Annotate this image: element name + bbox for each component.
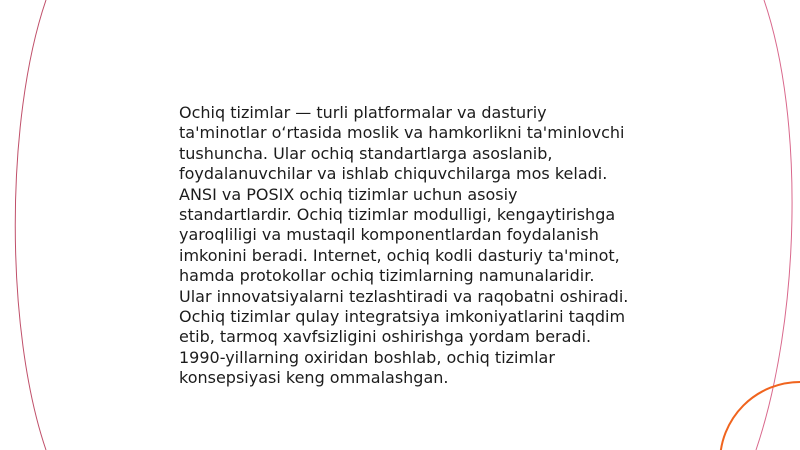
right-decorative-arc — [756, 0, 792, 450]
left-decorative-arc — [15, 0, 46, 450]
accent-circle — [720, 382, 800, 450]
body-paragraph: Ochiq tizimlar — turli platformalar va dasturiy ta'minotlar o‘rtasida moslik va hamkorlikni ta'minlovchi tushuncha. Ular ochiq standartlarga asoslanib, foydalanuvchilar va ishlab chiquvchilarga mos keladi. ANSI va POSIX ochiq tizimlar uchun asosiy standartlardir. Ochiq tizimlar modulligi, kengaytirishga yaroqliligi va mustaqil komponentlardan foydalanish imkonini beradi. Internet, ochiq kodli dasturiy ta'minot, hamda protokollar ochiq tizimlarning namunalaridir. Ular innovatsiyalarni tezlashtiradi va raqobatni oshiradi. Ochiq tizimlar qulay integratsiya imkoniyatlarini taqdim etib, tarmoq xavfsizligini oshirishga yordam beradi. 1990-yillarning oxiridan boshlab, ochiq tizimlar konsepsiyasi keng ommalashgan. — [179, 103, 629, 388]
